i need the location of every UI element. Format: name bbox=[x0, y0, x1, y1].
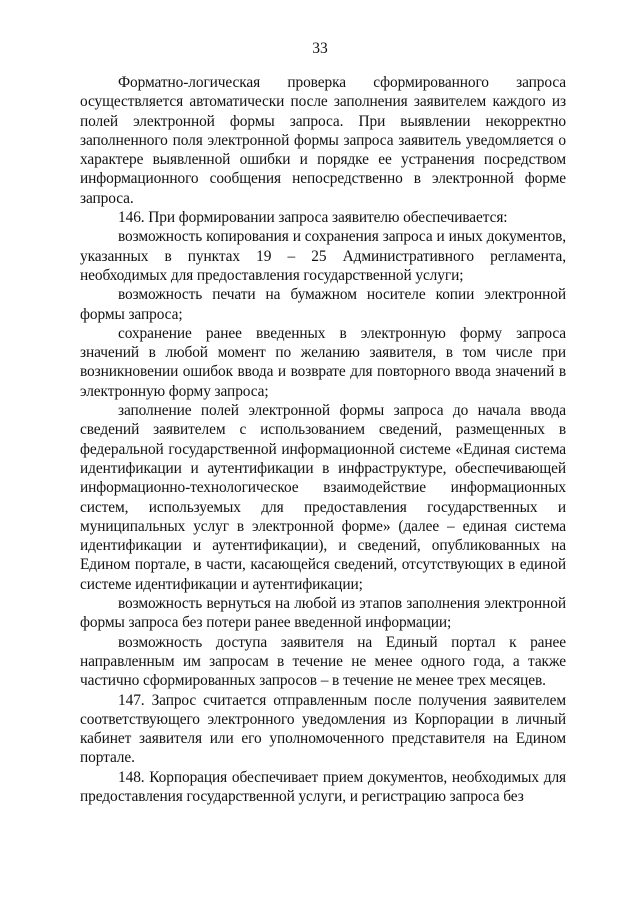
paragraph-save-values: сохранение ранее введенных в электронную форму запроса значений в любой момент по желанию заявителя, в том числе при возникновении ошибок ввода и возврате для повторного ввода значений в электронную форму запроса; bbox=[80, 324, 566, 400]
document-body bbox=[80, 73, 566, 806]
paragraph-return-step: возможность вернуться на любой из этапов заполнения электронной формы запроса без потери ранее введенной информации; bbox=[80, 595, 566, 632]
paragraph-147: 147. Запрос считается отправленным после получения заявителем соответствующего электронного уведомления из Корпорации в личный кабинет заявителя или его уполномоченного представителя на Едином портале. bbox=[80, 691, 566, 767]
paragraph-148: 148. Корпорация обеспечивает прием документов, необходимых для предоставления государственной услуги, и регистрацию запроса без bbox=[80, 768, 566, 805]
page-number: 33 bbox=[312, 40, 328, 57]
paragraph-autofill: заполнение полей электронной формы запроса до начала ввода сведений заявителем с использованием сведений, размещенных в федеральной государственной информационной системе «Единая система идентификации и аутентификации в инфраструктуре, обеспечивающей информационно-технологическое взаимодействие информационных систем, используемых для предоставления государственных и муниципальных услуг в электронной форме» (далее – единая система идентификации и аутентификации), и сведений, опубликованных на Едином портале, в части, касающейся сведений, отсутствующих в единой системе идентификации и аутентификации; bbox=[80, 402, 566, 593]
paragraph-print: возможность печати на бумажном носителе копии электронной формы запроса; bbox=[80, 286, 566, 323]
paragraph-format-check: Форматно-логическая проверка сформированного запроса осуществляется автоматически после заполнения заявителем каждого из полей электронной формы запроса. При выявлении некорректно заполненного поля электронной формы запроса заявитель уведомляется о характере выявленной ошибки и порядке ее устранения посредством информационного сообщения непосредственно в электронной форме запроса. bbox=[80, 74, 566, 207]
paragraph-copy-save: возможность копирования и сохранения запроса и иных документов, указанных в пунктах 19 – 25 Административного регламента, необходимых для предоставления государственной услуги; bbox=[80, 228, 566, 284]
paragraph-access-portal: возможность доступа заявителя на Единый портал к ранее направленным им запросам в течение не менее одного года, а также частично сформированных запросов – в течение не менее трех месяцев. bbox=[80, 633, 566, 690]
paragraph-146-heading: 146. При формировании запроса заявителю обеспечивается: bbox=[118, 209, 508, 227]
